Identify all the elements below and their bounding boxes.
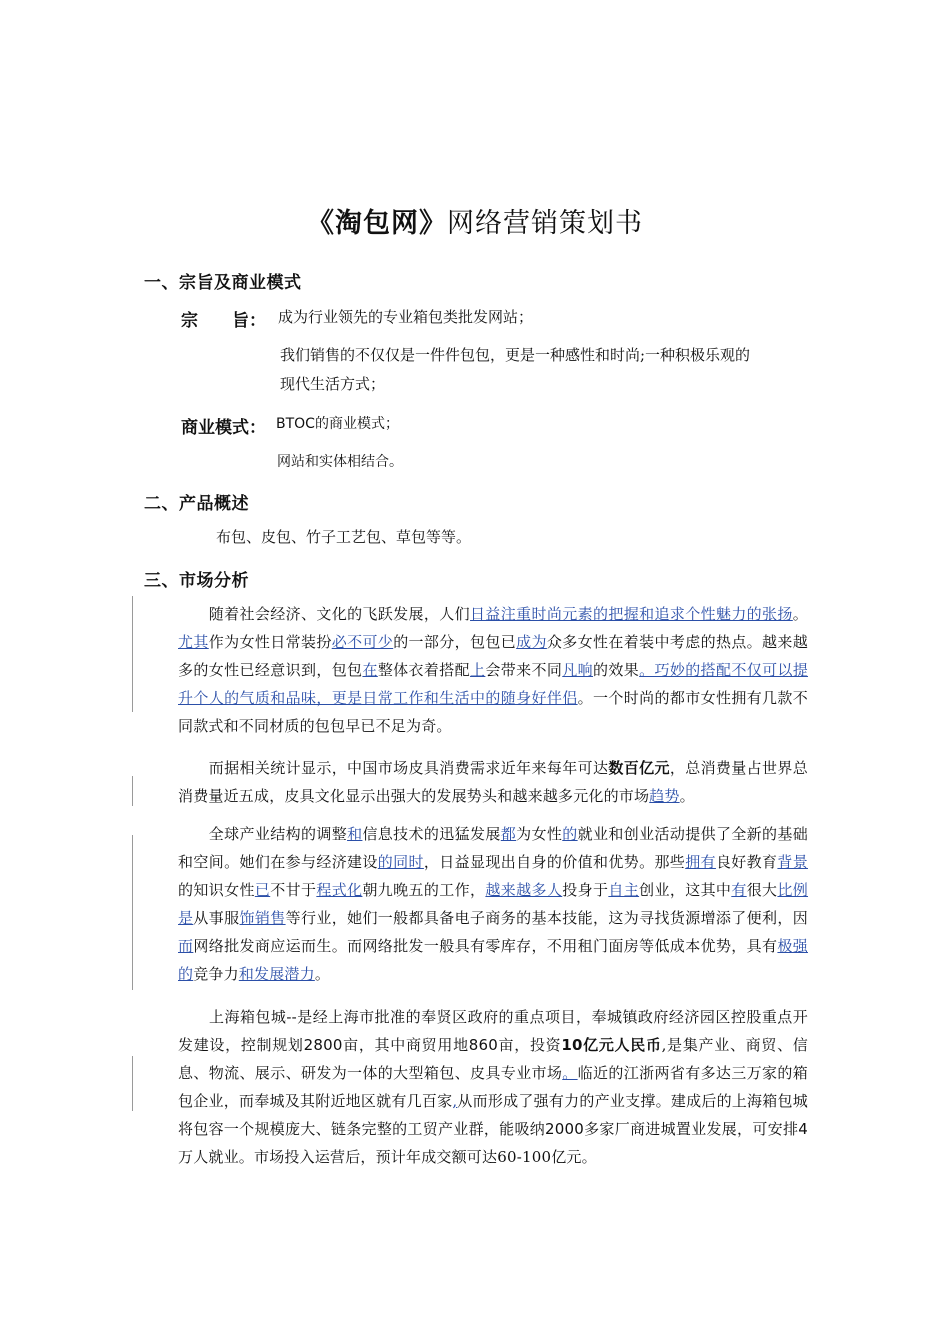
tracked-change-text: 趋势 — [649, 787, 680, 805]
paragraph-text: 多家厂商进城置业发展，可安排 — [584, 1120, 799, 1138]
paragraph-text: 临近的江浙两省有多达三万家的箱包企业，而奉城及其附近地区就有几百家 — [178, 1064, 808, 1110]
tracked-change-text: 极强的 — [178, 937, 808, 983]
title-rest: 网络营销策划书 — [447, 208, 643, 239]
business-model-line-2: 网站和实体相结合。 — [277, 454, 403, 470]
tracked-change-text: 上 — [470, 661, 486, 679]
revision-bar — [132, 1056, 133, 1111]
tracked-change-text: 的同时 — [377, 853, 424, 871]
paragraph-text: 亩，其中商贸用地 — [342, 1036, 469, 1054]
paragraph-text: 的效果 — [593, 661, 640, 679]
paragraph-text: 众多女性在着装中考虑的热点。越来越多的女性已经意识到，包包 — [178, 633, 808, 679]
tracked-change-text: 饰销售 — [239, 909, 286, 927]
tracked-change-text: 。巧妙的搭配不仅可以提升个人的气质和品味，更是日常工作和生活中的随身好伴侣 — [178, 661, 809, 707]
paragraph-text: 朝九晚五的工作， — [362, 881, 486, 899]
tracked-change-text: 背景 — [777, 853, 808, 871]
paragraph-text: 随着社会经济、文化的飞跃发展，人们 — [178, 605, 471, 623]
tracked-change-text: 必不可少 — [331, 633, 394, 651]
purpose-line-1: 成为行业领先的专业箱包类批发网站； — [278, 308, 534, 326]
tracked-change-text: 和 — [347, 825, 363, 843]
bold-text: 数百亿元 — [608, 759, 670, 777]
paragraph-text: 。一个时尚的都市女性拥有几款不同款式和不同材质的包包早已不足为奇。 — [178, 689, 809, 735]
paragraph-text: ，日益显现出自身的价值和优势。那些 — [423, 853, 686, 871]
tracked-change-text: 尤其 — [178, 633, 209, 651]
paragraph-text: 不甘于 — [270, 881, 317, 899]
revision-bar — [132, 835, 133, 990]
tracked-change-text: 越来越多人 — [485, 881, 563, 899]
paragraph-text: 等行业，她们一般都具备电子商务的基本技能，这为寻找货源增添了便利，因 — [285, 909, 808, 927]
paragraph-text: ,是集产业、商贸、信息、物流、展示、研发为一体的大型箱包、皮具专业市场 — [178, 1036, 808, 1082]
tracked-change-text: 凡响 — [562, 661, 594, 679]
paragraph-text: 全球产业结构的调整 — [178, 825, 348, 843]
tracked-change-text: 日益注重时尚元素的把握和追求个性魅力的张扬 — [470, 605, 793, 623]
paragraph-text: 从事服 — [193, 909, 240, 927]
paragraph-text: 信息技术的迅猛发展 — [362, 825, 501, 843]
bold-text: 10亿元人民币 — [561, 1036, 662, 1054]
paragraph-text: 投身于 — [562, 881, 609, 899]
market-paragraph-3 — [178, 820, 808, 988]
market-paragraph-1 — [178, 600, 808, 740]
document-title — [0, 201, 950, 240]
number-text: 2800 — [303, 1036, 343, 1054]
paragraph-text: 创业，这其中 — [639, 881, 732, 899]
paragraph-text: 而据相关统计显示，中国市场皮具消费需求近年来每年可达 — [178, 759, 609, 777]
market-paragraph-4 — [178, 1003, 808, 1171]
tracked-change-text: 在 — [362, 661, 378, 679]
purpose-line-2: 我们销售的不仅仅是一件件包包，更是一种感性和时尚;一种积极乐观的 — [280, 346, 751, 364]
paragraph-text: 从而形成了强有力的产业支撑。建成后的上海箱包城将包容一个规模庞大、链条完整的工贸产业群，能吸纳 — [178, 1092, 808, 1138]
number-text: 860 — [468, 1036, 499, 1054]
tracked-change-text: 都 — [500, 825, 517, 843]
paragraph-text: 的知识女性 — [178, 881, 255, 899]
revision-bar — [132, 596, 133, 712]
number-text: 4 — [798, 1120, 808, 1138]
section-heading-market: 三、市场分析 — [144, 571, 249, 591]
tracked-change-text: 已 — [254, 881, 271, 899]
tracked-change-text: 。 — [562, 1064, 578, 1082]
purpose-label: 宗 旨： — [181, 311, 266, 331]
tracked-change-text: 成为 — [516, 633, 547, 651]
paragraph-text: 就业和创业活动提供了全新的基础和空间。她们在参与经济建设 — [178, 825, 808, 871]
tracked-change-text: 和发展潜力 — [238, 965, 315, 983]
market-paragraph-2 — [178, 754, 808, 810]
tracked-change-text: 有 — [731, 881, 747, 899]
paragraph-text: 为女性 — [516, 825, 563, 843]
products-text: 布包、皮包、竹子工艺包、草包等等。 — [216, 528, 472, 546]
paragraph-text: ，总消费量占世界总消费量近五成，皮具文化显示出强大的发展势头和越来越多元化的市场 — [178, 759, 808, 805]
tracked-change-text: 比例是 — [178, 881, 809, 927]
paragraph-text: 。 — [679, 787, 695, 805]
paragraph-text: 的一部分，包包已 — [393, 633, 517, 651]
paragraph-text: 竞争力 — [193, 965, 239, 983]
tracked-change-text: 的 — [562, 825, 578, 843]
paragraph-text: 。 — [792, 605, 808, 623]
paragraph-text: 上海箱包城--是经上海市批准的奉贤区政府的重点项目，奉城镇政府经济园区控股重点开发建设，控制规划 — [178, 1008, 808, 1054]
paragraph-text: 会带来不同 — [485, 661, 563, 679]
tracked-change-text: , — [452, 1092, 458, 1110]
paragraph-text: 万人就业。市场投入运营后，预计年成交额可达60-100亿元。 — [178, 1148, 597, 1166]
paragraph-text: 整体衣着搭配 — [377, 661, 471, 679]
tracked-change-text: 拥有 — [685, 853, 716, 871]
business-model-label: 商业模式： — [181, 418, 266, 438]
paragraph-text: 网络批发商应运而生。而网络批发一般具有零库存，不用租门面房等低成本优势，具有 — [193, 937, 778, 955]
paragraph-text: 作为女性日常装扮 — [208, 633, 332, 651]
paragraph-text: 亩，投资 — [498, 1036, 562, 1054]
paragraph-text: 很大 — [746, 881, 778, 899]
business-model-line-1: BTOC的商业模式； — [276, 416, 399, 432]
paragraph-text: 。 — [314, 965, 331, 983]
tracked-change-text: 程式化 — [316, 881, 363, 899]
purpose-line-3: 现代生活方式； — [280, 375, 386, 393]
tracked-change-text: 自主 — [608, 881, 640, 899]
section-heading-purpose: 一、宗旨及商业模式 — [144, 273, 302, 293]
section-heading-products: 二、产品概述 — [144, 494, 249, 514]
number-text: 2000 — [545, 1120, 585, 1138]
tracked-change-text: 而 — [178, 937, 194, 955]
title-bold: 《淘包网》 — [307, 208, 447, 239]
revision-bar — [132, 776, 133, 806]
paragraph-text: 良好教育 — [715, 853, 778, 871]
